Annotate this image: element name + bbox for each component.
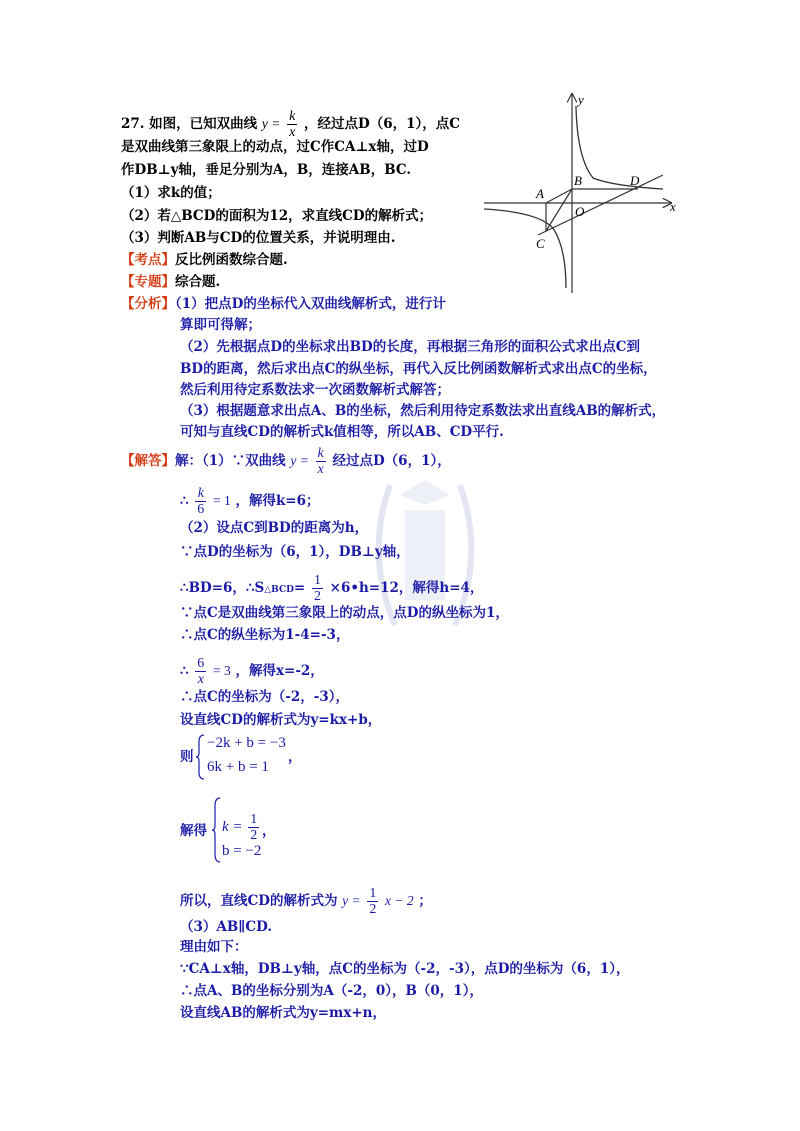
problem-line-1: 27. 如图，已知双曲线 y = $\frac{k}{x}$ ，经过点D（6，1），点C bbox=[121, 109, 460, 140]
system-2-eq-b: b = −2 bbox=[222, 843, 262, 859]
hyperbola-figure bbox=[478, 88, 678, 298]
fenxi-line-5: 然后利用待定系数法求一次函数解析式解答； bbox=[180, 382, 450, 398]
solution-line-1: 【解答】解：（1）∵双曲线 y = $\frac{k}{x}$ 经过点D（6，1）， bbox=[121, 446, 451, 477]
zhuanti: 【专题】综合题. bbox=[121, 274, 221, 290]
solution-line-16: ∵CA⊥x轴，DB⊥y轴，点C的坐标为（-2，-3），点D的坐标为（6，1）， bbox=[180, 961, 630, 977]
fenxi-line-7: 可知与直线CD的解析式k值相等，所以AB、CD平行. bbox=[180, 424, 504, 440]
system-1-eq-2: 6k + b = 1 bbox=[207, 759, 269, 775]
solution-line-8: ∴ $\frac{6}{x}$ = 3 ，解得x=-2， bbox=[180, 656, 324, 687]
question-3: （3）判断AB与CD的位置关系，并说明理由. bbox=[121, 230, 396, 246]
label-x: x bbox=[670, 199, 676, 214]
label-A: A bbox=[536, 186, 544, 201]
solution-line-15: 理由如下： bbox=[180, 939, 248, 955]
solution-line-7: ∴点C的纵坐标为1-4=-3， bbox=[180, 627, 350, 643]
solution-line-5: ∴BD=6，∴S△BCD= $\frac{1}{2}$ ×6•h=12，解得h=4， bbox=[180, 573, 484, 604]
question-2: （2）若△BCD的面积为12，求直线CD的解析式； bbox=[121, 208, 433, 224]
label-C: C bbox=[536, 236, 545, 251]
system-2-eq-k: k = $\frac{1}{2}$ bbox=[222, 812, 258, 843]
fenxi-line-1: 【分析】（1）把点D的坐标代入双曲线解析式，进行计 bbox=[121, 296, 446, 312]
solution-line-18: 设直线AB的解析式为y=mx+n， bbox=[180, 1005, 386, 1021]
label-O: O bbox=[575, 204, 585, 219]
problem-line-2: 是双曲线第三象限上的动点，过C作CA⊥x轴，过D bbox=[121, 139, 429, 155]
solution-line-12-label: 解得 bbox=[180, 823, 207, 839]
question-1: （1）求k的值； bbox=[121, 185, 221, 201]
brace-2 bbox=[212, 797, 222, 863]
solution-line-12-comma: ， bbox=[262, 823, 276, 839]
solution-line-10: 设直线CD的解析式为y=kx+b， bbox=[180, 712, 382, 728]
solution-line-13: 所以，直线CD的解析式为 y = $\frac{1}{2}$ x − 2 ； bbox=[180, 886, 432, 917]
label-y: y bbox=[578, 92, 584, 107]
fenxi-line-6: （3）根据题意求出点A、B的坐标，然后利用待定系数法求出直线AB的解析式， bbox=[180, 403, 666, 419]
solution-line-14: （3）AB∥CD. bbox=[180, 919, 273, 935]
label-B: B bbox=[574, 173, 582, 188]
solution-line-11-comma: ， bbox=[288, 749, 302, 765]
solution-line-6: ∵点C是双曲线第三象限上的动点，点D的纵坐标为1， bbox=[180, 605, 509, 621]
kaodian: 【考点】反比例函数综合题. bbox=[121, 252, 288, 268]
solution-line-2: ∴ $\frac{k}{6}$ = 1 ，解得k=6； bbox=[180, 486, 320, 517]
fenxi-line-2: 算即可得解； bbox=[180, 317, 261, 333]
label-D: D bbox=[630, 173, 640, 188]
problem-line-3: 作DB⊥y轴，垂足分别为A，B，连接AB，BC. bbox=[121, 162, 412, 178]
solution-line-3: （2）设点C到BD的距离为h， bbox=[180, 520, 369, 536]
brace-1 bbox=[196, 734, 206, 780]
fenxi-line-4: BD的距离，然后求出点C的纵坐标，再代入反比例函数解析式求出点C的坐标， bbox=[180, 361, 657, 377]
line-CD bbox=[538, 175, 663, 235]
solution-line-4: ∵点D的坐标为（6，1），DB⊥y轴， bbox=[180, 544, 410, 560]
solution-line-9: ∴点C的坐标为（-2，-3）， bbox=[180, 689, 349, 705]
fenxi-line-3: （2）先根据点D的坐标求出BD的长度，再根据三角形的面积公式求出点C到 bbox=[180, 339, 640, 355]
solution-line-17: ∴点A、B的坐标分别为A（-2，0），B（0，1）， bbox=[180, 983, 483, 999]
hyperbola-branch-3 bbox=[484, 209, 566, 288]
system-1-eq-1: −2k + b = −3 bbox=[207, 735, 286, 751]
hyperbola-branch-1 bbox=[576, 106, 663, 189]
solution-line-11-label: 则 bbox=[180, 749, 194, 765]
